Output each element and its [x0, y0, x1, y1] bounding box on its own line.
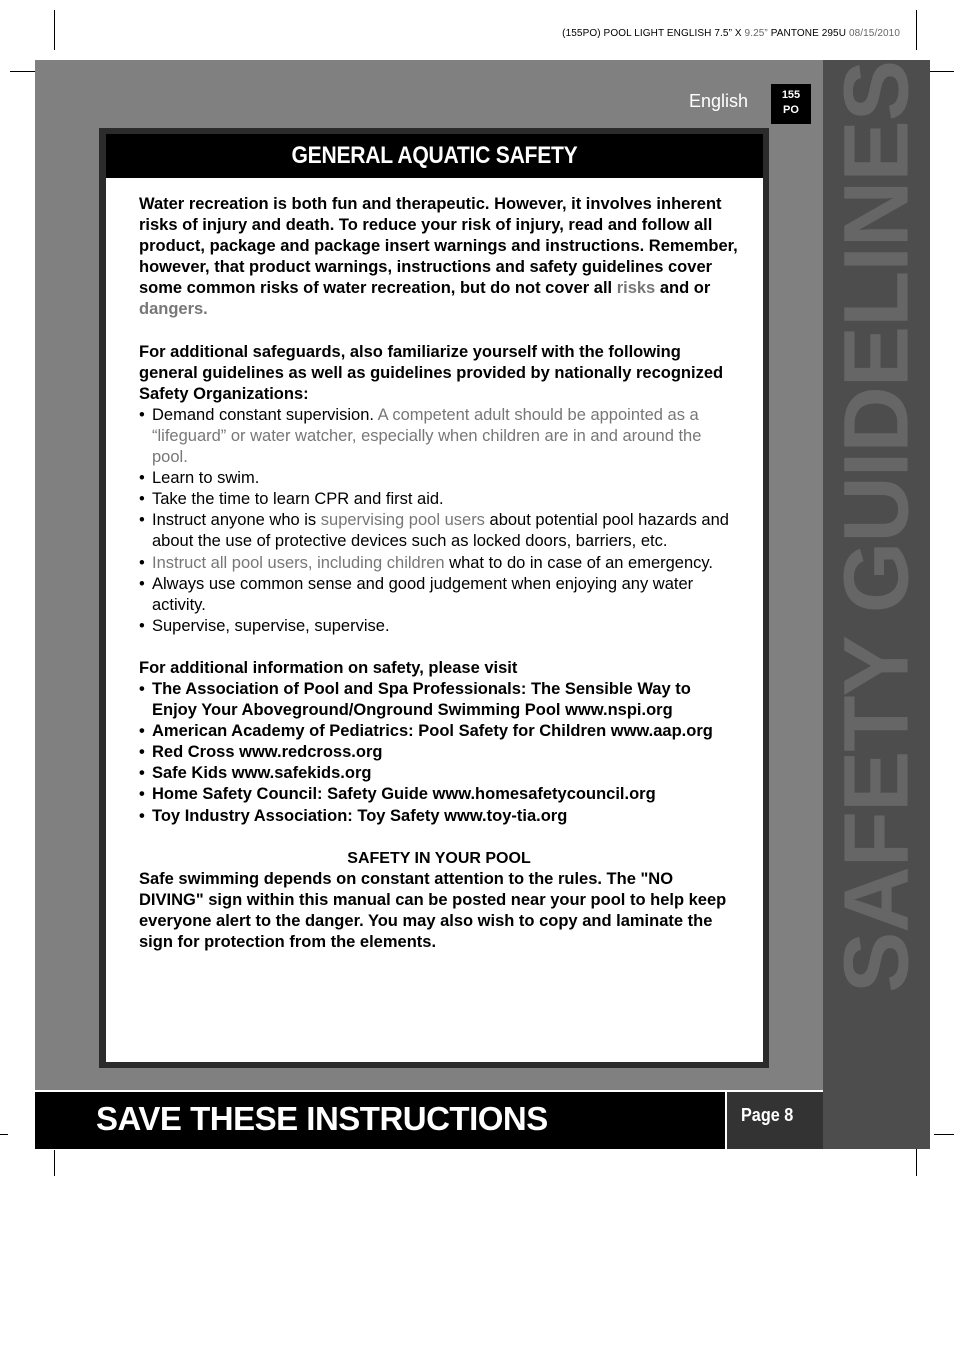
crop-mark: [916, 10, 917, 50]
language-label: English: [689, 91, 749, 111]
crop-mark: [54, 10, 55, 50]
list-item: • Instruct anyone who is supervising pool users about potential pool hazards and about the use of protective devices such as locked doors, barriers, etc.: [139, 510, 739, 552]
list-item: • Learn to swim.: [139, 468, 739, 489]
print-info: (155PO) POOL LIGHT ENGLISH 7.5” X 9.25” PANTONE 295U 08/15/2010: [562, 28, 900, 39]
list-item: • Always use common sense and good judgement when enjoying any water activity.: [139, 574, 739, 616]
list-item: • Demand constant supervision. A competent adult should be appointed as a “lifeguard” or water watcher, especially when children are in and around the pool.: [139, 405, 739, 468]
resource-item: • Home Safety Council: Safety Guide www.homesafetycouncil.org: [139, 784, 739, 805]
guidelines-list: [139, 405, 739, 637]
crop-mark: [0, 1134, 8, 1135]
page-number: Page 8: [741, 1105, 794, 1125]
section-content: [139, 194, 739, 953]
sidebar-title: SAFETY GUIDELINES: [825, 60, 928, 994]
crop-mark: [934, 1134, 954, 1135]
resource-item: • The Association of Pool and Spa Professionals: The Sensible Way to Enjoy Your Aboveground/Onground Swimming Pool www.nspi.org: [139, 679, 739, 721]
resource-item: • Toy Industry Association: Toy Safety www.toy-tia.org: [139, 806, 739, 827]
list-item: • Supervise, supervise, supervise.: [139, 616, 739, 637]
crop-mark: [54, 1150, 55, 1176]
sidebar: [823, 60, 930, 1149]
model-badge: 155 PO: [771, 84, 811, 124]
resource-item: • American Academy of Pediatrics: Pool Safety for Children www.aap.org: [139, 721, 739, 742]
footer-title: SAVE THESE INSTRUCTIONS: [96, 1100, 548, 1137]
resource-item: • Red Cross www.redcross.org: [139, 742, 739, 763]
safeguards-heading: For additional safeguards, also familiarize yourself with the following general guidelines as well as guidelines provided by nationally recognized Safety Organizations:: [139, 342, 724, 403]
pool-safety-heading: SAFETY IN YOUR POOL: [347, 849, 531, 867]
section-title: GENERAL AQUATIC SAFETY: [106, 134, 763, 178]
list-item: • Take the time to learn CPR and first aid.: [139, 489, 739, 510]
list-item: • Instruct all pool users, including children what to do in case of an emergency.: [139, 553, 739, 574]
resource-item: • Safe Kids www.safekids.org: [139, 763, 739, 784]
intro-paragraph: Water recreation is both fun and therapeutic. However, it involves inherent risks of injury and death. To reduce your risk of injury, read and follow all product, package and package insert warnings and instructions. Remember, however, that product warnings, instructions and safety guidelines cover some common risks of water recreation, but do not cover all risks and or dangers.: [139, 195, 738, 319]
info-heading: For additional information on safety, please visit: [139, 658, 518, 677]
resources-list: [139, 679, 739, 827]
pool-safety-text: Safe swimming depends on constant attention to the rules. The "NO DIVING" sign within this manual can be posted near your pool to help keep everyone alert to the danger. You may also wish to copy and laminate the sign for protection from the elements.: [139, 869, 727, 951]
